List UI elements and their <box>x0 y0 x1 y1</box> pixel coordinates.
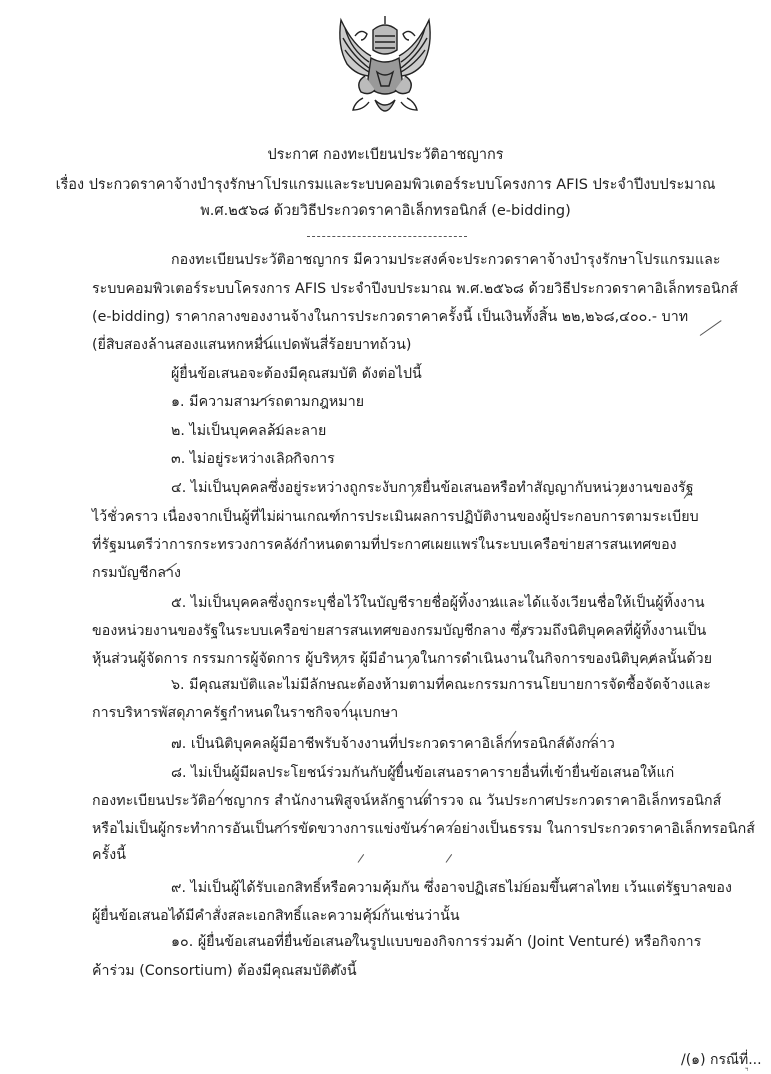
page-continuation: /(๑) กรณีที่... <box>681 1052 762 1068</box>
qualification-5-line-3: หุ้นส่วนผู้จัดการ กรรมการผู้จัดการ ผู้บริหาร ผู้มีอำนาจในการดำเนินงานในกิจการของนิติบุคคลนั้นด้วย <box>92 651 713 667</box>
qualification-4-line-3: ที่รัฐมนตรีว่าการกระทรวงการคลังกำหนดตามที่ประกาศเผยแพร่ในระบบเครือข่ายสารสนเทศของ <box>92 537 677 553</box>
qualification-9: ๙. ไม่เป็นผู้ได้รับเอกสิทธิ์หรือความคุ้มกัน ซึ่งอาจปฏิเสธไม่ยอมขึ้นศาลไทย เว้นแต่รัฐบาลของ <box>171 880 732 896</box>
announcement-subject: เรื่อง ประกวดราคาจ้างบำรุงรักษาโปรแกรมและระบบคอมพิวเตอร์ระบบโครงการ AFIS ประจำปีงบประมาณ <box>55 177 716 193</box>
garuda-emblem-icon <box>325 6 445 124</box>
qualification-10-line-2: ค้าร่วม (Consortium) ต้องมีคุณสมบัติดังนี้ <box>92 963 357 979</box>
intro-line-1: กองทะเบียนประวัติอาชญากร มีความประสงค์จะประกวดราคาจ้างบำรุงรักษาโปรแกรมและ <box>171 252 721 268</box>
qualification-5: ๕. ไม่เป็นบุคคลซึ่งถูกระบุชื่อไว้ในบัญชีรายชื่อผู้ทิ้งงานและได้แจ้งเวียนชื่อให้เป็นผู้ทิ้งงาน <box>171 595 705 611</box>
intro-line-4: (ยี่สิบสองล้านสองแสนหกหมื่นแปดพันสี่ร้อยบาทถ้วน) <box>92 337 412 353</box>
qualification-9-line-2: ผู้ยื่นข้อเสนอได้มีคำสั่งสละเอกสิทธิ์และความคุ้มกันเช่นว่านั้น <box>92 908 460 924</box>
qualification-1: ๑. มีความสามารถตามกฎหมาย <box>171 394 365 410</box>
qualification-5-line-2: ของหน่วยงานของรัฐในระบบเครือข่ายสารสนเทศของกรมบัญชีกลาง ซึ่งรวมถึงนิติบุคคลที่ผู้ทิ้งงานเป็น <box>92 623 707 639</box>
qualification-4: ๔. ไม่เป็นบุคคลซึ่งอยู่ระหว่างถูกระงับการยื่นข้อเสนอหรือทำสัญญากับหน่วยงานของรัฐ <box>171 480 694 496</box>
header-separator <box>307 236 467 237</box>
qualification-2: ๒. ไม่เป็นบุคคลล้มละลาย <box>171 423 327 439</box>
announcement-subject-cont: พ.ศ.๒๕๖๘ ด้วยวิธีประกวดราคาอิเล็กทรอนิกส์ (e-bidding) <box>200 203 571 219</box>
qualification-8: ๘. ไม่เป็นผู้มีผลประโยชน์ร่วมกันกับผู้ยื่นข้อเสนอราคารายอื่นที่เข้ายื่นข้อเสนอให้แก่ <box>171 765 675 781</box>
checkmark-icon <box>446 854 453 863</box>
intro-line-3: (e-bidding) ราคากลางของงานจ้างในการประกวดราคาครั้งนี้ เป็นเงินทั้งสิ้น ๒๒,๒๖๘,๔๐๐.- บาท <box>92 309 689 325</box>
qualifications-heading: ผู้ยื่นข้อเสนอจะต้องมีคุณสมบัติ ดังต่อไปนี้ <box>171 366 422 382</box>
qualification-8-line-3: หรือไม่เป็นผู้กระทำการอันเป็นการขัดขวางการแข่งขันราคาอย่างเป็นธรรม ในการประกวดราคาอิเล็กทรอนิกส์ <box>92 821 755 837</box>
page-mark: ฯ <box>745 1066 749 1073</box>
qualification-6-line-2: การบริหารพัสดุภาครัฐกำหนดในราชกิจจานุเบกษา <box>92 705 399 721</box>
qualification-4-line-4: กรมบัญชีกลาง <box>92 565 181 581</box>
checkmark-icon <box>700 320 722 336</box>
qualification-3: ๓. ไม่อยู่ระหว่างเลิกกิจการ <box>171 451 335 467</box>
qualification-4-line-2: ไว้ชั่วคราว เนื่องจากเป็นผู้ที่ไม่ผ่านเกณฑ์การประเมินผลการปฏิบัติงานของผู้ประกอบการตามระเบียบ <box>92 509 699 525</box>
announcement-issuer: ประกาศ กองทะเบียนประวัติอาชญากร <box>267 147 504 163</box>
checkmark-icon <box>358 854 365 863</box>
qualification-8-line-4: ครั้งนี้ <box>92 847 126 863</box>
intro-line-2: ระบบคอมพิวเตอร์ระบบโครงการ AFIS ประจำปีงบประมาณ พ.ศ.๒๕๖๘ ด้วยวิธีประกวดราคาอิเล็กทรอนิกส์ <box>92 281 739 297</box>
qualification-8-line-2: กองทะเบียนประวัติอาชญากร สำนักงานพิสูจน์หลักฐานตำรวจ ณ วันประกาศประกวดราคาอิเล็กทรอนิกส์ <box>92 793 722 809</box>
qualification-10: ๑๐. ผู้ยื่นข้อเสนอที่ยื่นข้อเสนอในรูปแบบของกิจการร่วมค้า (Joint Venture) หรือกิจการ <box>171 934 702 950</box>
qualification-7: ๗. เป็นนิติบุคคลผู้มีอาชีพรับจ้างงานที่ประกวดราคาอิเล็กทรอนิกส์ดังกล่าว <box>171 736 615 752</box>
qualification-6: ๖. มีคุณสมบัติและไม่มีลักษณะต้องห้ามตามที่คณะกรรมการนโยบายการจัดซื้อจัดจ้างและ <box>171 677 711 693</box>
